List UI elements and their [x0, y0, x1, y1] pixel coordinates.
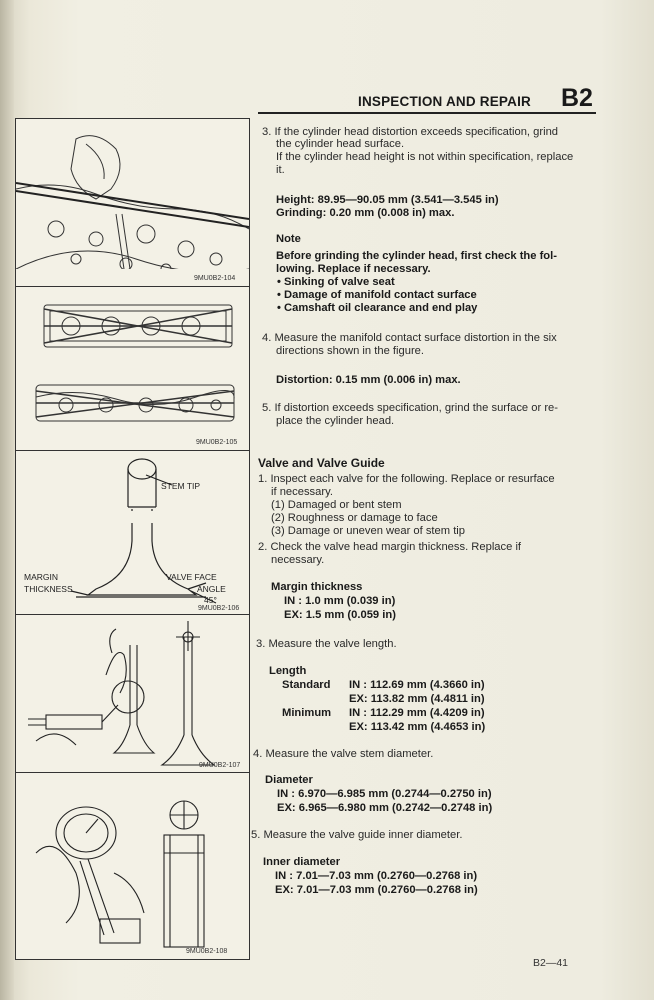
bore-gauge-illustration — [16, 773, 249, 959]
diameter-in: IN : 6.970—6.985 mm (0.2744—0.2750 in) — [277, 788, 492, 800]
length-title: Length — [269, 665, 307, 677]
standard-ex: EX: 113.82 mm (4.4811 in) — [349, 693, 485, 705]
margin-ex: EX: 1.5 mm (0.059 in) — [284, 609, 396, 621]
figure-stem-measure — [15, 614, 250, 774]
valve-item: (3) Damage or uneven wear of stem tip — [271, 525, 466, 537]
grinding-spec: Grinding: 0.20 mm (0.008 in) max. — [276, 207, 455, 219]
note-bullet: • Damage of manifold contact surface — [277, 289, 477, 301]
inner-ex: EX: 7.01—7.03 mm (0.2760—0.2768 in) — [275, 884, 478, 896]
minimum-label: Minimum — [282, 707, 332, 719]
valve-step2-line2: necessary. — [271, 554, 325, 566]
thickness-label: THICKNESS — [24, 584, 73, 594]
figure-valve — [15, 450, 250, 616]
step4-line2: directions shown in the figure. — [276, 345, 425, 357]
margin-title: Margin thickness — [271, 581, 363, 593]
valve-step1-line1: 1. Inspect each valve for the following. Replace or resurface — [258, 473, 555, 485]
page-binding — [0, 0, 14, 1000]
note-bullet: • Camshaft oil clearance and end play — [277, 302, 478, 314]
note-bullet: • Sinking of valve seat — [277, 276, 395, 288]
height-spec: Height: 89.95—90.05 mm (3.541—3.545 in) — [276, 194, 499, 206]
valve-step4: 4. Measure the valve stem diameter. — [253, 748, 434, 760]
minimum-ex: EX: 113.42 mm (4.4653 in) — [349, 721, 486, 733]
valve-step1-line2: if necessary. — [271, 486, 333, 498]
valve-heading: Valve and Valve Guide — [258, 456, 385, 470]
valve-step3: 3. Measure the valve length. — [256, 638, 397, 650]
inner-title: Inner diameter — [263, 856, 341, 868]
figure-distortion-directions — [15, 286, 250, 452]
note-line2: lowing. Replace if necessary. — [276, 263, 431, 275]
margin-in: IN : 1.0 mm (0.039 in) — [284, 595, 396, 607]
section-code: B2 — [561, 84, 593, 112]
step5-line1: 5. If distortion exceeds specification, grind the surface or re- — [262, 402, 558, 414]
note-line1: Before grinding the cylinder head, first check the fol- — [276, 250, 557, 262]
micrometer-illustration — [16, 615, 249, 773]
valve-face-label: VALVE FACE — [166, 572, 217, 582]
standard-in: IN : 112.69 mm (4.3660 in) — [349, 679, 485, 691]
figure-caption: 9MU0B2-108 — [186, 948, 228, 955]
diameter-title: Diameter — [265, 774, 313, 786]
cylinder-head-illustration — [16, 287, 249, 451]
figure-caption: 9MU0B2-107 — [199, 762, 241, 769]
minimum-in: IN : 112.29 mm (4.4209 in) — [349, 707, 485, 719]
diameter-ex: EX: 6.965—6.980 mm (0.2742—0.2748 in) — [277, 802, 493, 814]
figure-straightedge — [15, 118, 250, 288]
note-title: Note — [276, 233, 301, 245]
step3-line4: it. — [276, 164, 285, 176]
inner-in: IN : 7.01—7.03 mm (0.2760—0.2768 in) — [275, 870, 478, 882]
step3-line2: the cylinder head surface. — [276, 138, 405, 150]
step4-line1: 4. Measure the manifold contact surface distortion in the six — [262, 332, 557, 344]
step3-line3: If the cylinder head height is not within specification, replace — [276, 151, 574, 163]
figure-guide-measure — [15, 772, 250, 960]
stem-tip-label: STEM TIP — [161, 481, 201, 491]
valve-item: (1) Damaged or bent stem — [271, 499, 402, 511]
figure-caption: 9MU0B2-104 — [194, 275, 236, 282]
valve-step2-line1: 2. Check the valve head margin thickness. Replace if — [258, 541, 522, 553]
header-rule — [258, 112, 596, 114]
section-title: INSPECTION AND REPAIR — [358, 94, 531, 109]
margin-label: MARGIN — [24, 572, 58, 582]
step3-line1: 3. If the cylinder head distortion exceeds specification, grind — [262, 126, 559, 138]
angle-value-label: 45° — [204, 595, 217, 605]
straightedge-illustration — [16, 119, 249, 287]
figure-caption: 9MU0B2-106 — [198, 605, 240, 612]
valve-step5: 5. Measure the valve guide inner diameter. — [251, 829, 463, 841]
distortion-spec: Distortion: 0.15 mm (0.006 in) max. — [276, 374, 461, 386]
figure-caption: 9MU0B2-105 — [196, 439, 238, 446]
step5-line2: place the cylinder head. — [276, 415, 395, 427]
valve-item: (2) Roughness or damage to face — [271, 512, 438, 524]
page-number: B2—41 — [533, 957, 569, 969]
angle-label: ANGLE — [197, 584, 226, 594]
standard-label: Standard — [282, 679, 331, 691]
